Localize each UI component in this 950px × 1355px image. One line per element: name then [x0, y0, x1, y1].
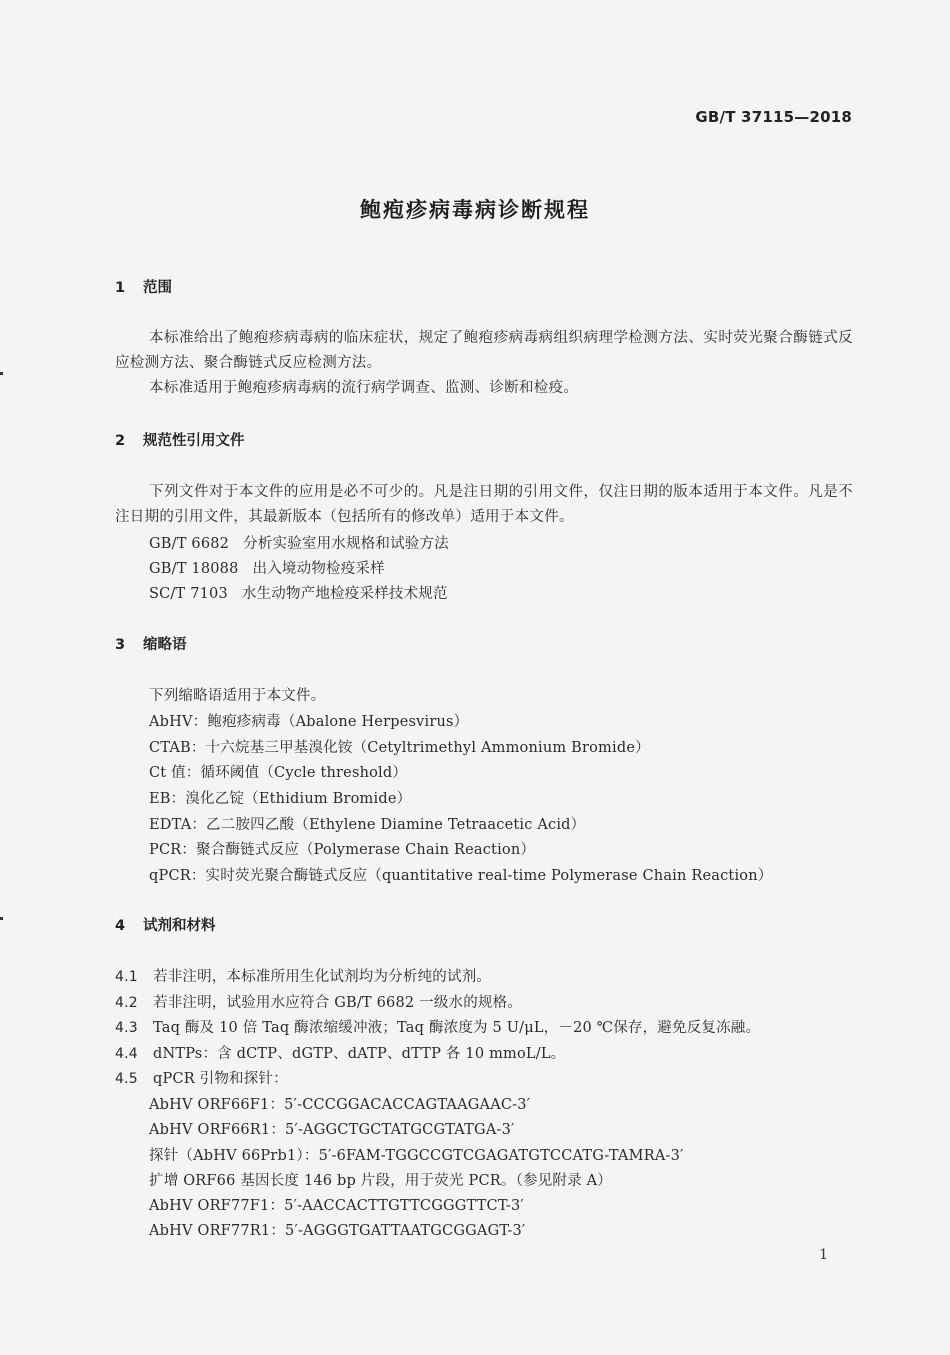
clause	[115, 1016, 760, 1037]
clause	[115, 1042, 565, 1063]
clause-text: 若非注明，试验用水应符合 GB/T 6682 一级水的规格。	[153, 995, 523, 1011]
clause-text: 若非注明，本标准所用生化试剂均为分析纯的试剂。	[153, 969, 492, 985]
reference-code: GB/T 18088	[149, 561, 239, 577]
section-2-heading	[115, 429, 245, 450]
clause-text: dNTPs：含 dCTP、dGTP、dATP、dTTP 各 10 mmoL/L。	[153, 1046, 566, 1062]
paragraph: 下列文件对于本文件的应用是必不可少的。凡是注日期的引用文件，仅注日期的版本适用于本文件。凡是不注日期的引用文件，其最新版本（包括所有的修改单）适用于本文件。	[115, 484, 853, 525]
list-intro: 下列缩略语适用于本文件。	[149, 688, 326, 704]
standard-number: GB/T 37115—2018	[695, 108, 852, 126]
section-title: 试剂和材料	[143, 918, 216, 934]
paragraph: 本标准适用于鲍疱疹病毒病的流行病学调查、监测、诊断和检疫。	[149, 380, 579, 396]
primer-line: AbHV ORF77F1：5′-AACCACTTGTTCGGGTTCT-3′	[149, 1198, 524, 1214]
reference-item	[149, 582, 448, 603]
reference-name: 水生动物产地检疫采样技术规范	[241, 586, 448, 602]
abbreviation-item: AbHV：鲍疱疹病毒（Abalone Herpesvirus）	[149, 714, 469, 730]
abbreviation-item: qPCR：实时荧光聚合酶链式反应（quantitative real-time Polymerase Chain Reaction）	[149, 868, 773, 884]
reference-item	[149, 557, 385, 578]
abbreviation-item: CTAB：十六烷基三甲基溴化铵（Cetyltrimethyl Ammonium Bromide）	[149, 740, 650, 756]
clause	[115, 965, 491, 986]
clause	[115, 1067, 288, 1088]
section-number: 4	[115, 918, 126, 934]
reference-name: 出入境动物检疫采样	[252, 561, 385, 577]
abbreviation-item: EB：溴化乙锭（Ethidium Bromide）	[149, 791, 412, 807]
section-title: 规范性引用文件	[143, 433, 245, 449]
section-number: 3	[115, 637, 126, 653]
section-number: 2	[115, 433, 126, 449]
clause	[115, 991, 522, 1012]
section-title: 范围	[143, 280, 172, 296]
paragraph: 本标准给出了鲍疱疹病毒病的临床症状，规定了鲍疱疹病毒病组织病理学检测方法、实时荧光聚合酶链式反应检测方法、聚合酶链式反应检测方法。	[115, 330, 853, 371]
abbreviation-item: PCR：聚合酶链式反应（Polymerase Chain Reaction）	[149, 842, 536, 858]
abbreviation-item: Ct 值：循环阈值（Cycle threshold）	[149, 765, 408, 781]
clause-number: 4.2	[115, 995, 138, 1011]
reference-name: 分析实验室用水规格和试验方法	[243, 536, 449, 552]
scan-mark	[0, 917, 3, 920]
section-4-heading	[115, 914, 216, 935]
clause-number: 4.5	[115, 1071, 138, 1087]
clause-number: 4.4	[115, 1046, 138, 1062]
page-number: 1	[819, 1247, 828, 1263]
clause-number: 4.1	[115, 969, 138, 985]
clause-number: 4.3	[115, 1020, 138, 1036]
primer-line: 扩增 ORF66 基因长度 146 bp 片段，用于荧光 PCR。（参见附录 A）	[149, 1173, 613, 1189]
abbreviation-item: EDTA：乙二胺四乙酸（Ethylene Diamine Tetraacetic Acid）	[149, 817, 586, 833]
reference-code: SC/T 7103	[149, 586, 228, 602]
section-3-heading	[115, 633, 187, 654]
clause-text: Taq 酶及 10 倍 Taq 酶浓缩缓冲液；Taq 酶浓度为 5 U/μL，－20 ℃保存，避免反复冻融。	[153, 1020, 761, 1036]
primer-line: AbHV ORF66F1：5′-CCCGGACACCAGTAAGAAC-3′	[149, 1097, 531, 1113]
section-1-heading	[115, 276, 172, 297]
clause-text: qPCR 引物和探针：	[153, 1071, 288, 1087]
primer-line: 探针（AbHV 66Prb1）：5′-6FAM-TGGCCGTCGAGATGTCCATG-TAMRA-3′	[149, 1148, 684, 1164]
reference-item	[149, 532, 449, 553]
section-number: 1	[115, 280, 126, 296]
primer-line: AbHV ORF77R1：5′-AGGGTGATTAATGCGGAGT-3′	[149, 1223, 526, 1239]
primer-line: AbHV ORF66R1：5′-AGGCTGCTATGCGTATGA-3′	[149, 1122, 515, 1138]
document-title: 鲍疱疹病毒病诊断规程	[360, 198, 590, 222]
section-title: 缩略语	[143, 637, 187, 653]
reference-code: GB/T 6682	[149, 536, 230, 552]
scan-mark	[0, 372, 3, 375]
